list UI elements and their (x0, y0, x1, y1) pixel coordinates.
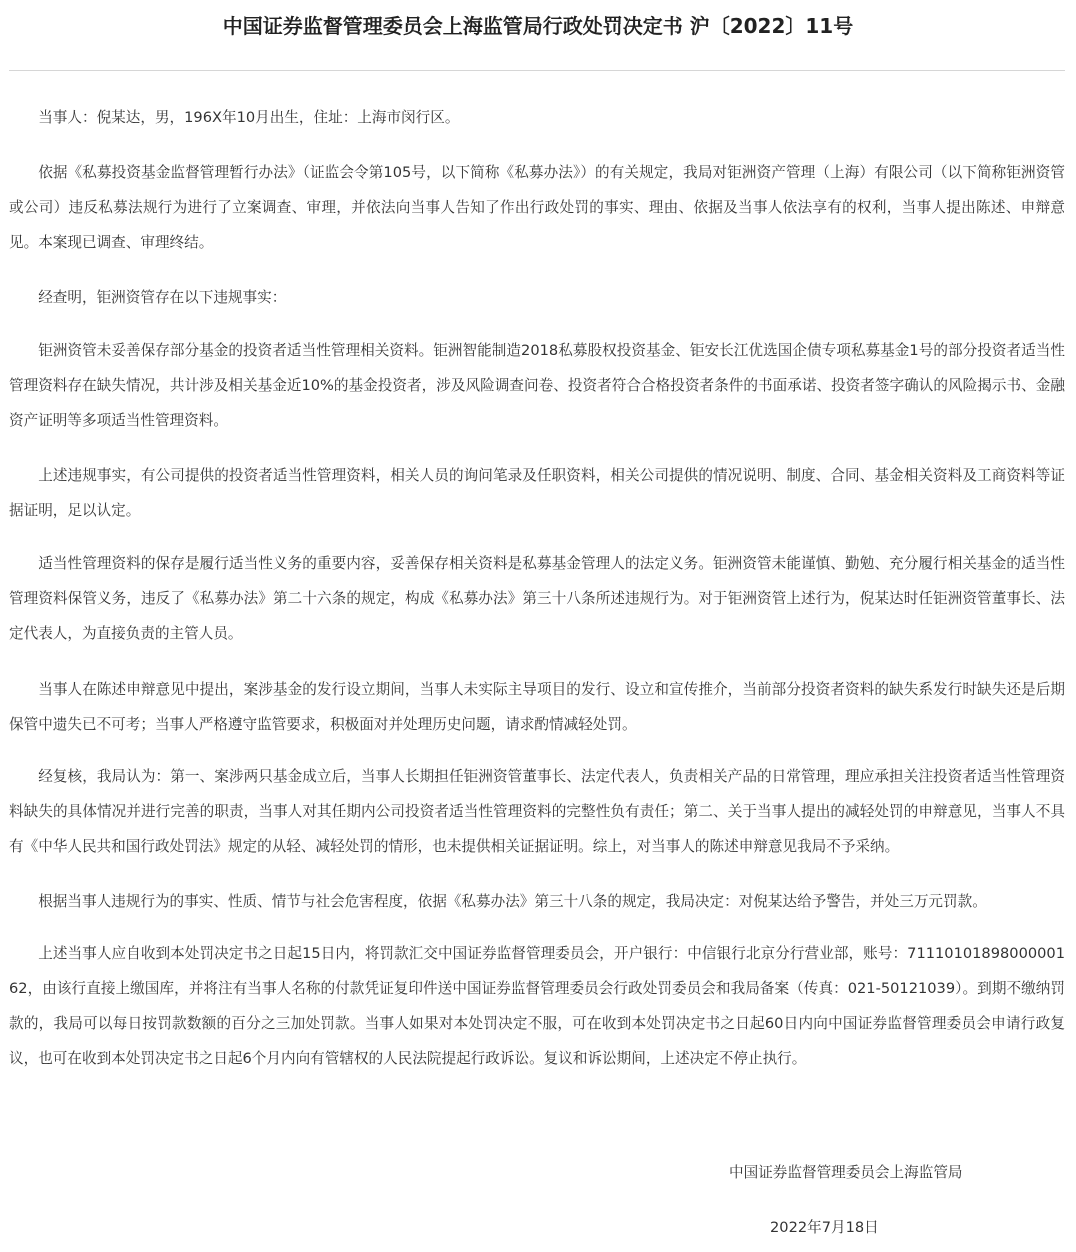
party-paragraph: 当事人：倪某达，男，196X年10月出生，住址：上海市闵行区。 (38, 109, 460, 126)
basis-paragraph: 依据《私募投资基金监督管理暂行办法》（证监会令第105号，以下简称《私募办法》）的有关规定，我局对钜洲资产管理（上海）有限公司（以下简称钜洲资管或公司）违反私募法规行为进行了立案调查、审理，并依法向当事人告知了作出行政处罚的事实、理由、依据及当事人依法享有的权利，当事人提出陈述、申辩意见。本案现已调查、审理终结。 (9, 164, 1065, 251)
decision-paragraph: 根据当事人违规行为的事实、性质、情节与社会危害程度，依据《私募办法》第三十八条的规定，我局决定：对倪某达给予警告，并处三万元罚款。 (38, 893, 987, 910)
issue-date: 2022年7月18日 (770, 1219, 879, 1236)
findings-intro-paragraph: 经查明，钜洲资管存在以下违规事实： (38, 289, 287, 306)
issuing-authority: 中国证券监督管理委员会上海监管局 (729, 1164, 963, 1181)
defense-paragraph: 当事人在陈述申辩意见中提出，案涉基金的发行设立期间，当事人未实际主导项目的发行、设立和宣传推介，当前部分投资者资料的缺失系发行时缺失还是后期保管中遗失已不可考；当事人严格遵守监管要求，积极面对并处理历史问题，请求酌情减轻处罚。 (9, 681, 1065, 733)
legal-analysis-paragraph: 适当性管理资料的保存是履行适当性义务的重要内容，妥善保存相关资料是私募基金管理人的法定义务。钜洲资管未能谨慎、勤勉、充分履行相关基金的适当性管理资料保管义务，违反了《私募办法》第二十六条的规定，构成《私募办法》第三十八条所述违规行为。对于钜洲资管上述行为，倪某达时任钜洲资管董事长、法定代表人，为直接负责的主管人员。 (9, 555, 1065, 642)
review-paragraph: 经复核，我局认为：第一、案涉两只基金成立后，当事人长期担任钜洲资管董事长、法定代表人，负责相关产品的日常管理，理应承担关注投资者适当性管理资料缺失的具体情况并进行完善的职责，当事人对其任期内公司投资者适当性管理资料的完整性负有责任；第二、关于当事人提出的减轻处罚的申辩意见，当事人不具有《中华人民共和国行政处罚法》规定的从轻、减轻处罚的情形，也未提供相关证据证明。综上，对当事人的陈述申辩意见我局不予采纳。 (9, 768, 1065, 855)
violation-fact-paragraph: 钜洲资管未妥善保存部分基金的投资者适当性管理相关资料。钜洲智能制造2018私募股权投资基金、钜安长江优选国企债专项私募基金1号的部分投资者适当性管理资料存在缺失情况，共计涉及相关基金近10%的基金投资者，涉及风险调查问卷、投资者符合合格投资者条件的书面承诺、投资者签字确认的风险揭示书、金融资产证明等多项适当性管理资料。 (9, 342, 1065, 429)
title-divider (9, 70, 1065, 71)
document-title: 中国证券监督管理委员会上海监管局行政处罚决定书 沪〔2022〕11号 (222, 14, 854, 38)
evidence-paragraph: 上述违规事实，有公司提供的投资者适当性管理资料，相关人员的询问笔录及任职资料，相关公司提供的情况说明、制度、合同、基金相关资料及工商资料等证据证明，足以认定。 (9, 467, 1065, 519)
payment-instructions-paragraph: 上述当事人应自收到本处罚决定书之日起15日内，将罚款汇交中国证券监督管理委员会，开户银行：中信银行北京分行营业部，账号：7111010189800000162，由该行直接上缴国库，并将注有当事人名称的付款凭证复印件送中国证券监督管理委员会行政处罚委员会和我局备案（传真：021-50121039）。到期不缴纳罚款的，我局可以每日按罚款数额的百分之三加处罚款。当事人如果对本处罚决定不服，可在收到本处罚决定书之日起60日内向中国证券监督管理委员会申请行政复议，也可在收到本处罚决定书之日起6个月内向有管辖权的人民法院提起行政诉讼。复议和诉讼期间，上述决定不停止执行。 (9, 945, 1065, 1067)
